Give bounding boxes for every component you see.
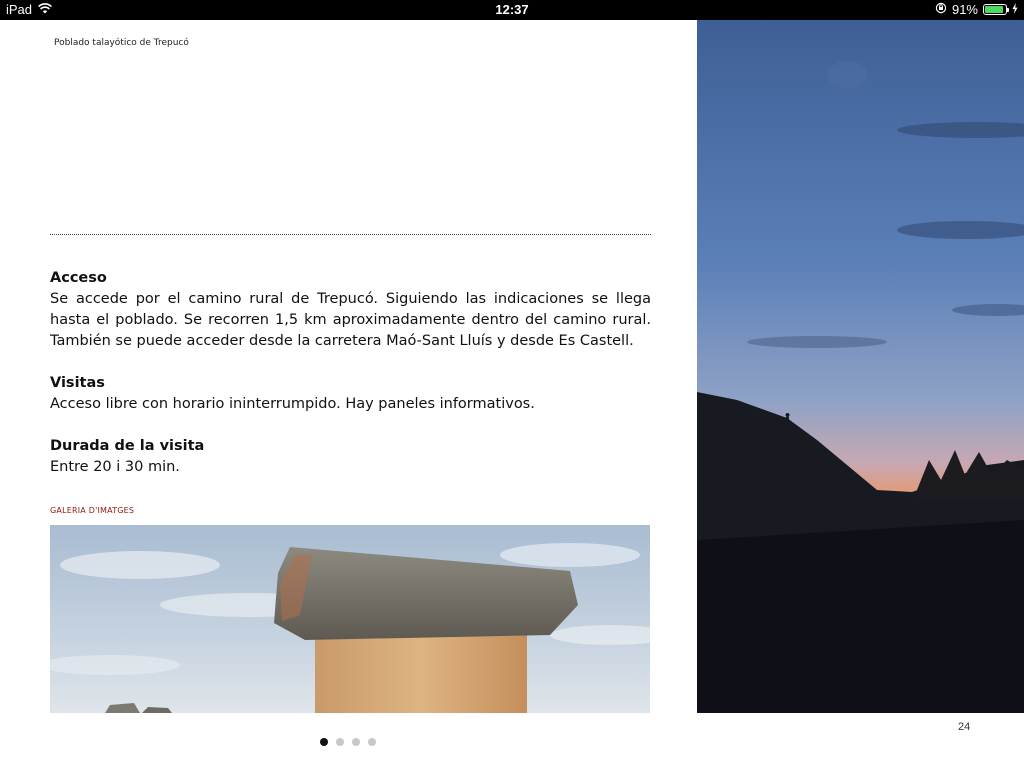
section-heading: Visitas [50, 375, 105, 391]
gallery-page-dot[interactable] [336, 738, 344, 746]
running-head: Poblado talayótico de Trepucó [54, 38, 189, 48]
section-durada [50, 436, 651, 478]
section-divider [50, 234, 651, 235]
charging-icon [1012, 2, 1018, 17]
page-number: 24 [958, 721, 971, 733]
section-body: Acceso libre con horario ininterrumpido. Hay paneles informativos. [50, 396, 535, 412]
section-acceso [50, 268, 651, 352]
battery-icon [983, 4, 1007, 15]
status-time: 12:37 [495, 2, 529, 17]
device-name: iPad [6, 2, 33, 17]
section-heading: Acceso [50, 270, 107, 286]
section-body: Entre 20 i 30 min. [50, 459, 180, 475]
section-body: Se accede por el camino rural de Trepucó. Siguiendo las indicaciones se llega hasta el poblado. Se recorren 1,5 km aproximadamente dentro del camino rural. También se puede acceder desde la carretera Maó-Sant Lluís y desde Es Castell. [50, 291, 651, 349]
gallery-image[interactable] [50, 525, 650, 713]
gallery-page-dot[interactable] [352, 738, 360, 746]
gallery-page-dot[interactable] [368, 738, 376, 746]
gallery-page-indicator[interactable] [320, 738, 376, 746]
gallery-page-dot[interactable] [320, 738, 328, 746]
gallery-label: GALERIA D'IMATGES [50, 506, 135, 515]
orientation-lock-icon [935, 2, 947, 17]
section-visitas [50, 373, 651, 415]
battery-percent: 91% [951, 2, 978, 17]
section-heading: Durada de la visita [50, 438, 205, 454]
landscape-photo[interactable] [697, 20, 1024, 713]
status-bar [0, 0, 1024, 20]
